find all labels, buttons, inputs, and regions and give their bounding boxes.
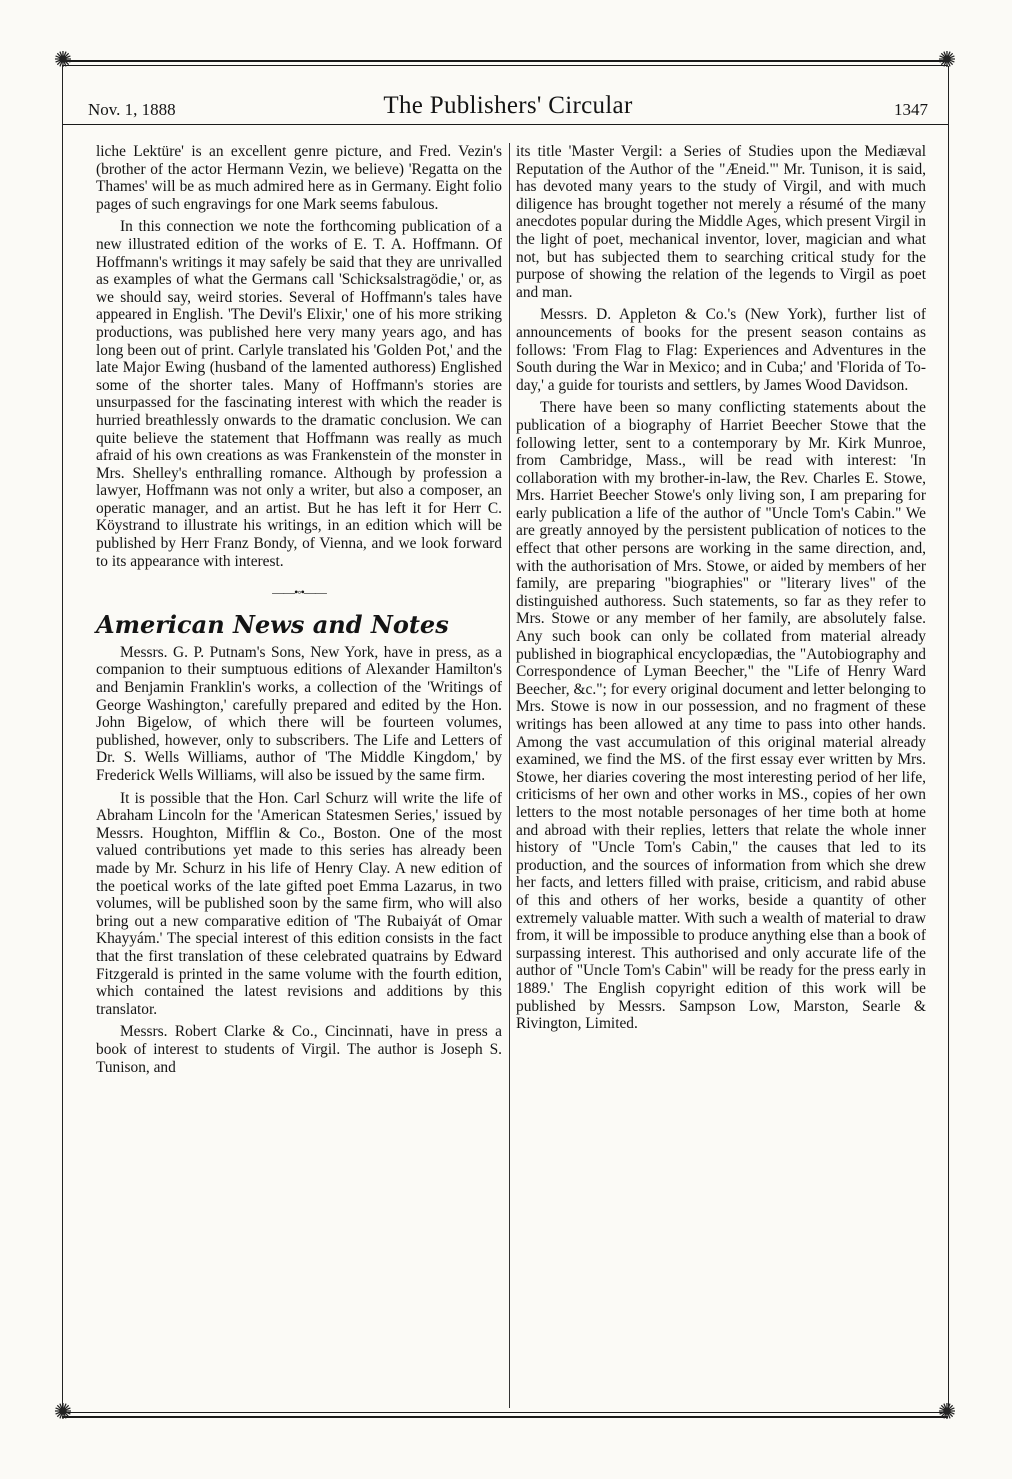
section-separator-ornament: ——•◦•—— [272,585,326,600]
corner-ornament-icon: ✺ [53,48,73,73]
right-border-rule [948,66,949,1409]
page-number: 1347 [894,100,928,119]
right-column [516,143,926,1038]
article-paragraph: In this connection we note the forthcoming publication of a new illustrated edition of the works of E. T. A. Hoffmann. Of Hoffmann's writings it may safely be said that they are unrivalled as examples of what the Germans call 'Schicksalstragödie,' or, as we should say, weird stories. Several of Hoffmann's tales have appeared in English. 'The Devil's Elixir,' one of his more striking productions, was published here very many years ago, and has long been out of print. Carlyle translated his 'Golden Pot,' and the late Major Ewing (husband of the lamented authoress) Englished some of the shorter tales. Many of Hoffmann's stories are unsurpassed for the fascinating interest with which the reader is hurried breathlessly onwards to the dramatic conclusion. We can quite believe the statement that Hoffmann was really as much afraid of his own creations as was Frankenstein of the monster in Mrs. Shelley's enthralling romance. Although by profession a lawyer, Hoffmann was not only a writer, but also a composer, an operatic manager, and an artist. But he has left it for Herr C. Köystrand to illustrate his writings, in an edition which will be published by Herr Franz Bondy, of Vienna, and we look forward to its appearance with interest. [96,218,502,570]
section-heading: American News and Notes [96,609,449,639]
issue-date: Nov. 1, 1888 [88,100,176,119]
top-double-rule [62,60,948,66]
header-underline-rule [62,124,948,125]
article-paragraph: liche Lektüre' is an excellent genre picture, and Fred. Vezin's (brother of the actor Hermann Vezin, we believe) 'Regatta on the Thames' will be as much admired here as in Germany. Eight folio pages of such engravings for one Mark seems fabulous. [96,143,502,213]
article-paragraph: Messrs. Robert Clarke & Co., Cincinnati, have in press a book of interest to students of Virgil. The author is Joseph S. Tunison, and [96,1023,502,1076]
corner-ornament-icon: ✺ [937,48,957,73]
running-header [88,92,928,120]
publication-title: The Publishers' Circular [383,92,633,119]
article-paragraph: There have been so many conflicting statements about the publication of a biography of Harriet Beecher Stowe that the following letter, sent to a contemporary by Mr. Kirk Munroe, from Cambridge, Mass., will be read with interest: 'In collaboration with my brother-in-law, the Rev. Charles E. Stowe, Mrs. Harriet Beecher Stowe's only living son, I am preparing for early publication a life of the author of "Uncle Tom's Cabin." We are greatly annoyed by the persistent publication of notices to the effect that other persons are working in the same direction, and, with the authorisation of Mrs. Stowe, or aided by members of her family, are preparing "biographies" or "literary lives" of the distinguished authoress. Such statements, so far as they refer to Mrs. Stowe or any member of her family, are absolutely false. Any such book can only be collated from material already published in biographical encyclopædias, the "Autobiography and Correspondence of Lyman Beecher," the "Life of Henry Ward Beecher, &c."; for every original document and letter belonging to Mrs. Stowe is now in our possession, and no fragment of these writings has been allowed at any time to pass into other hands. Among the vast accumulation of this original material already examined, we find the MS. of the first essay ever written by Mrs. Stowe, her diaries covering the most interesting period of her life, criticisms of her own and other works in MS., copies of her own letters to the most notable personages of her time both at home and abroad with their replies, letters that relate the whole inner history of "Uncle Tom's Cabin," the causes that led to its production, and the sources of information from which she drew her facts, and letters filled with praise, criticism, and rabid abuse of this and others of her works, beside a quantity of other extremely valuable matter. With such a wealth of material to draw from, it will be impossible to produce anything else than a book of surpassing interest. This authorised and only accurate life of the author of "Uncle Tom's Cabin" will be ready for the press early in 1889.' The English copyright edition of this work will be published by Messrs. Sampson Low, Marston, Searle & Rivington, Limited. [516,399,926,1033]
column-divider [509,143,510,1408]
corner-ornament-icon: ✺ [53,1400,73,1425]
left-column [96,143,502,1081]
article-paragraph: It is possible that the Hon. Carl Schurz will write the life of Abraham Lincoln for the 'American Statesmen Series,' issued by Messrs. Houghton, Mifflin & Co., Boston. One of the most valued contributions yet made to this series has already been made by Mr. Schurz in his life of Henry Clay. A new edition of the poetical works of the late gifted poet Emma Lazarus, in two volumes, will be published soon by the same firm, who will also bring out a new comparative edition of 'The Rubaiyát of Omar Khayyám.' The special interest of this edition consists in the fact that the first translation of these celebrated quatrains by Edward Fitzgerald is printed in the same volume with the fourth edition, which contained the latest revisions and additions by this translator. [96,789,502,1018]
article-paragraph: Messrs. D. Appleton & Co.'s (New York), further list of announcements of books for the present season contains as follows: 'From Flag to Flag: Experiences and Adventures in the South during the War in Mexico; and in Cuba;' and 'Florida of To-day,' a guide for tourists and settlers, by James Wood Davidson. [516,306,926,394]
article-paragraph: its title 'Master Vergil: a Series of Studies upon the Mediæval Reputation of the Author of the "Æneid."' Mr. Tunison, it is said, has devoted many years to the study of Virgil, and with much diligence has brought together not merely a résumé of the many anecdotes popular during the Middle Ages, which present Virgil in the light of poet, mechanical inventor, lover, magician and what not, but has subjected them to searching critical study for the purpose of showing the relation of the legends to Virgil as poet and man. [516,143,926,301]
left-border-rule [62,66,63,1409]
article-paragraph: Messrs. G. P. Putnam's Sons, New York, have in press, as a companion to their sumptuous editions of Alexander Hamilton's and Benjamin Franklin's works, a collection of the 'Writings of George Washington,' carefully prepared and edited by the Hon. John Bigelow, of which there will be fourteen volumes, published, however, only to subscribers. The Life and Letters of Dr. S. Wells Williams, author of 'The Middle Kingdom,' by Frederick Wells Williams, will also be issued by the same firm. [96,643,502,784]
bottom-double-rule [62,1412,948,1418]
corner-ornament-icon: ✺ [937,1400,957,1425]
